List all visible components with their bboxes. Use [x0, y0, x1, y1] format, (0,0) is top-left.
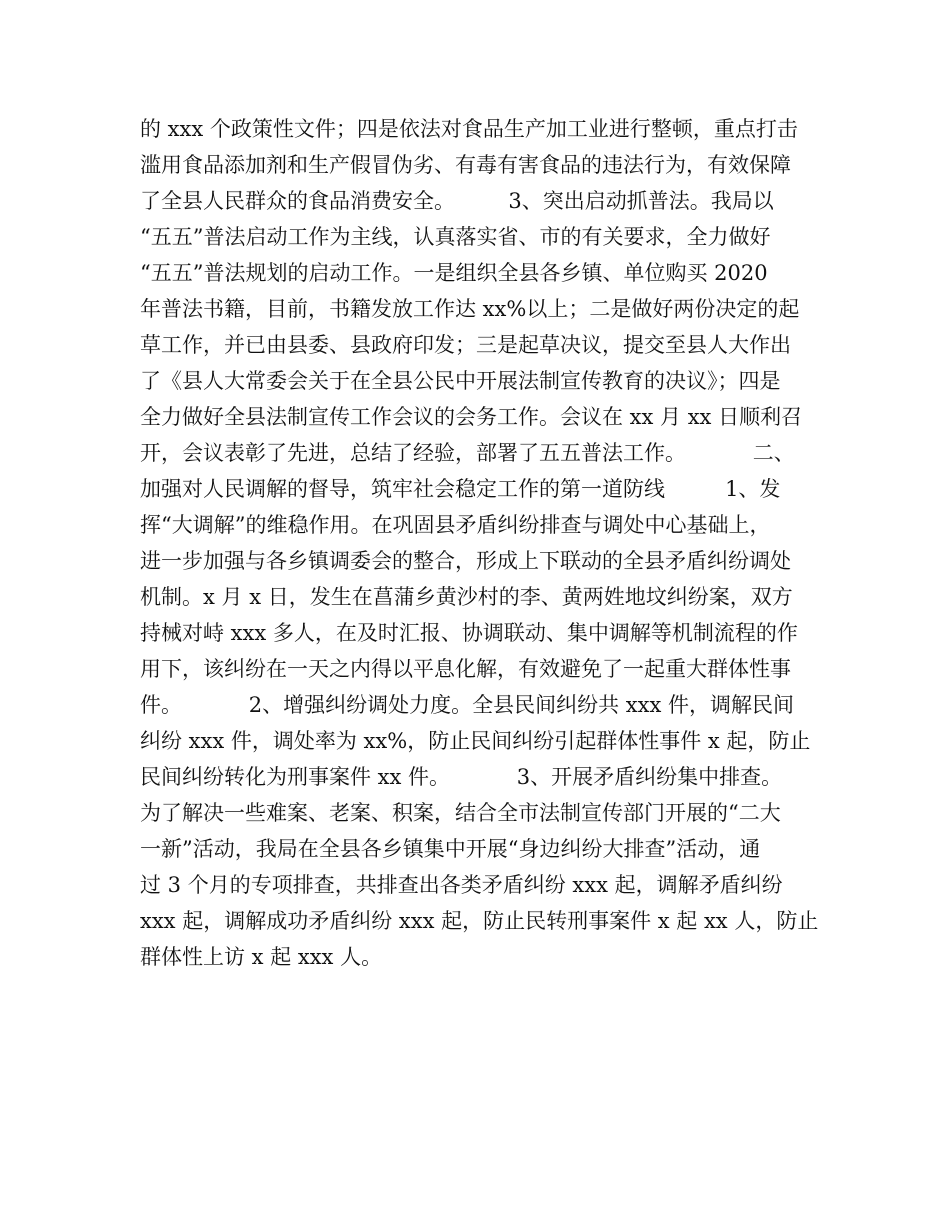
text-line: 为了解决一些难案、老案、积案，结合全市法制宣传部门开展的“二大 [140, 801, 781, 825]
text-line: 年普法书籍，目前，书籍发放工作达 xx%以上；二是做好两份决定的起 [140, 297, 800, 321]
text-line: 持械对峙 xxx 多人，在及时汇报、协调联动、集中调解等机制流程的作 [140, 621, 798, 645]
text-line: xxx 起，调解成功矛盾纠纷 xxx 起，防止民转刑事案件 x 起 xx 人，防止 [140, 909, 819, 933]
text-line: 民间纠纷转化为刑事案件 xx 件。 3、开展矛盾纠纷集中排查。 [140, 765, 783, 789]
text-line: 过 3 个月的专项排查，共排查出各类矛盾纠纷 xxx 起，调解矛盾纠纷 [140, 873, 783, 897]
text-line: 一新”活动，我局在全县各乡镇集中开展“身边纠纷大排查”活动，通 [140, 837, 761, 861]
text-line: 开，会议表彰了先进，总结了经验，部署了五五普法工作。 二、 [140, 441, 795, 465]
text-line: 纠纷 xxx 件，调处率为 xx%，防止民间纠纷引起群体性事件 x 起，防止 [140, 729, 811, 753]
text-line: 用下，该纠纷在一天之内得以平息化解，有效避免了一起重大群体性事 [140, 657, 791, 681]
text-line: 件。 2、增强纠纷调处力度。全县民间纠纷共 xxx 件，调解民间 [140, 693, 794, 717]
text-line: 草工作，并已由县委、县政府印发；三是起草决议，提交至县人大作出 [140, 333, 791, 357]
text-line: 进一步加强与各乡镇调委会的整合，形成上下联动的全县矛盾纠纷调处 [140, 549, 791, 573]
text-line: 群体性上访 x 起 xxx 人。 [140, 945, 383, 969]
text-line: 挥“大调解”的维稳作用。在巩固县矛盾纠纷排查与调处中心基础上， [140, 513, 771, 537]
text-line: 滥用食品添加剂和生产假冒伪劣、有毒有害食品的违法行为，有效保障 [140, 153, 791, 177]
text-line: 了全县人民群众的食品消费安全。 3、突出启动抓普法。我局以 [140, 189, 774, 213]
text-line: 全力做好全县法制宣传工作会议的会务工作。会议在 xx 月 xx 日顺利召 [140, 405, 803, 429]
text-line: “五五”普法启动工作为主线，认真落实省、市的有关要求，全力做好 [140, 225, 771, 249]
text-line: “五五”普法规划的启动工作。一是组织全县各乡镇、单位购买 2020 [140, 261, 768, 285]
text-line: 的 xxx 个政策性文件；四是依法对食品生产加工业进行整顿，重点打击 [140, 117, 798, 141]
body-text [140, 111, 830, 975]
text-line: 加强对人民调解的督导，筑牢社会稳定工作的第一道防线 1、发 [140, 477, 781, 501]
text-line: 机制。x 月 x 日，发生在菖蒲乡黄沙村的李、黄两姓地坟纠纷案，双方 [140, 585, 793, 609]
text-line: 了《县人大常委会关于在全县公民中开展法制宣传教育的决议》；四是 [140, 369, 781, 393]
